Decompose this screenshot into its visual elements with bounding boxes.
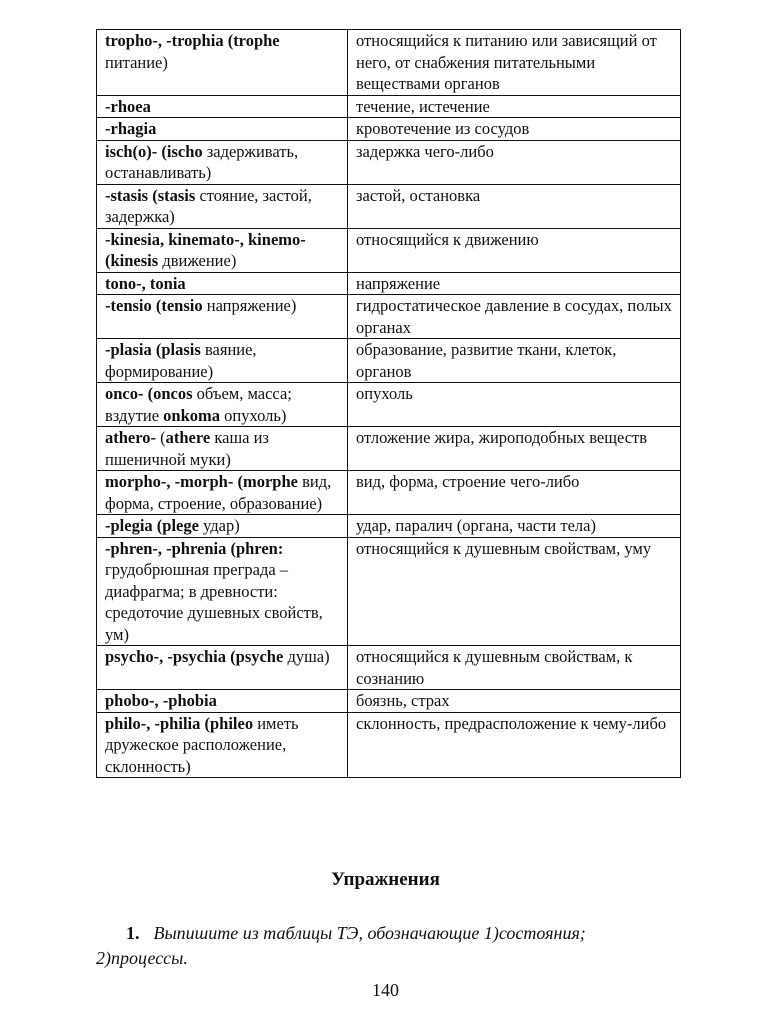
term-translation-text: задерживать, останавливать) [105, 141, 299, 182]
table-row [97, 515, 681, 538]
page-number: 140 [372, 980, 399, 1000]
table-row [97, 228, 681, 272]
term-translation-text: вид, форма, строение, образование) [105, 472, 332, 513]
meaning-text: относящийся к питанию или зависящий от него, от снабжения питательными веществами органов [356, 31, 657, 93]
meaning-text: застой, остановка [356, 185, 481, 205]
table-row [97, 184, 681, 228]
term-translation-text: удар) [198, 516, 240, 535]
term-greek-text: philo-, -philia (phileo [105, 713, 254, 733]
meaning-cell [348, 118, 681, 141]
term-cell [97, 184, 348, 228]
exercise-1 [96, 921, 680, 971]
meaning-text: относящийся к душевным свойствам, к сознанию [356, 647, 633, 688]
meaning-cell [348, 537, 681, 646]
meaning-text: относящийся к душевным свойствам, уму [356, 538, 652, 558]
table-row [97, 339, 681, 383]
meaning-text: относящийся к движению [356, 229, 539, 249]
meaning-cell [348, 515, 681, 538]
table-row [97, 383, 681, 427]
table-row [97, 646, 681, 690]
term-translation-text: питание) [105, 52, 168, 72]
term-translation-text: грудобрюшная преграда – диафрагма; в древности: средоточие душевных свойств, ум) [105, 560, 323, 644]
term-cell [97, 383, 348, 427]
term-greek-text: morpho-, -morph- (morphe [105, 472, 298, 491]
term-greek-text: -rhagia [105, 119, 157, 138]
meaning-cell [348, 140, 681, 184]
term-translation-text: движение) [158, 251, 237, 270]
meaning-text: образование, развитие ткани, клеток, органов [356, 340, 617, 381]
term-translation-text: опухоль) [220, 405, 287, 425]
meaning-text: опухоль [356, 384, 413, 403]
term-greek-text: -rhoea [105, 96, 151, 116]
table-row [97, 118, 681, 141]
term-cell [97, 30, 348, 96]
term-greek-text: onkoma [163, 405, 221, 425]
term-translation-text: ваяние, формирование) [105, 340, 257, 381]
section-heading: Упражнения [331, 869, 440, 890]
term-translation-text: каша из пшеничной муки) [105, 428, 269, 469]
term-greek-text: psycho-, -psychia (psyche [105, 647, 284, 666]
meaning-text: напряжение [356, 273, 441, 293]
term-cell [97, 272, 348, 295]
term-translation-text: стояние, застой, задержка) [105, 185, 312, 226]
meaning-text: вид, форма, строение чего-либо [356, 472, 580, 491]
meaning-cell [348, 272, 681, 295]
term-cell [97, 228, 348, 272]
term-cell [97, 95, 348, 118]
meaning-text: удар, паралич (органа, части тела) [356, 516, 596, 535]
term-translation-text: иметь дружеское расположение, склонность) [105, 713, 299, 776]
exercise-number: 1. [126, 923, 140, 943]
meaning-cell [348, 427, 681, 471]
term-greek-text: -plegia (plege [105, 516, 199, 535]
term-greek-text: -kinesia, kinemato-, kinemo- (kinesis [105, 229, 306, 270]
term-greek-text: -plasia (plasis [105, 340, 201, 359]
term-cell [97, 427, 348, 471]
meaning-cell [348, 646, 681, 690]
table-row [97, 471, 681, 515]
table-body [97, 30, 681, 778]
meaning-text: отложение жира, жироподобных веществ [356, 428, 648, 447]
meaning-cell [348, 712, 681, 778]
term-cell [97, 537, 348, 646]
term-greek-text: -tensio (tensio [105, 296, 203, 315]
term-greek-text: -phren-, -phrenia (phren: [105, 538, 284, 558]
meaning-cell [348, 295, 681, 339]
table-row [97, 30, 681, 96]
meaning-cell [348, 339, 681, 383]
meaning-cell [348, 471, 681, 515]
term-translation-text: напряжение) [202, 296, 297, 315]
term-cell [97, 295, 348, 339]
table-row [97, 295, 681, 339]
meaning-text: течение, истечение [356, 96, 490, 116]
term-greek-text: tropho-, -trophia (trophe [105, 31, 280, 50]
meaning-text: боязнь, страх [356, 691, 450, 710]
term-cell [97, 471, 348, 515]
meaning-cell [348, 184, 681, 228]
table-row [97, 537, 681, 646]
term-translation-text: душа) [283, 647, 330, 666]
term-greek-text: isch(o)- (ischo [105, 141, 203, 161]
table-row [97, 140, 681, 184]
table-row [97, 427, 681, 471]
exercise-text: Выпишите из таблицы ТЭ, обозначающие 1)состояния; 2)процессы. [96, 923, 586, 968]
term-cell [97, 339, 348, 383]
table-row [97, 712, 681, 778]
meaning-cell [348, 95, 681, 118]
meaning-cell [348, 690, 681, 713]
meaning-text: гидростатическое давление в сосудах, полых органах [356, 296, 672, 337]
meaning-cell [348, 228, 681, 272]
meaning-text: кровотечение из сосудов [356, 119, 530, 138]
term-greek-text: athero- [105, 428, 157, 447]
term-greek-text: phobo-, -phobia [105, 691, 217, 710]
meaning-cell [348, 383, 681, 427]
meaning-text: склонность, предрасположение к чему-либо [356, 713, 667, 733]
term-elements-table [96, 29, 681, 778]
term-cell [97, 515, 348, 538]
term-greek-text: tono-, tonia [105, 273, 186, 293]
meaning-text: задержка чего-либо [356, 141, 494, 161]
term-greek-text: athere [165, 428, 211, 447]
term-cell [97, 118, 348, 141]
meaning-cell [348, 30, 681, 96]
table-row [97, 690, 681, 713]
table-row [97, 95, 681, 118]
term-translation-text: ( [156, 428, 166, 447]
term-cell [97, 140, 348, 184]
table-row [97, 272, 681, 295]
term-greek-text: onco- (oncos [105, 384, 193, 403]
term-cell [97, 712, 348, 778]
term-greek-text: -stasis (stasis [105, 185, 196, 205]
term-cell [97, 690, 348, 713]
term-cell [97, 646, 348, 690]
term-translation-text: объем, масса; вздутие [105, 384, 292, 425]
